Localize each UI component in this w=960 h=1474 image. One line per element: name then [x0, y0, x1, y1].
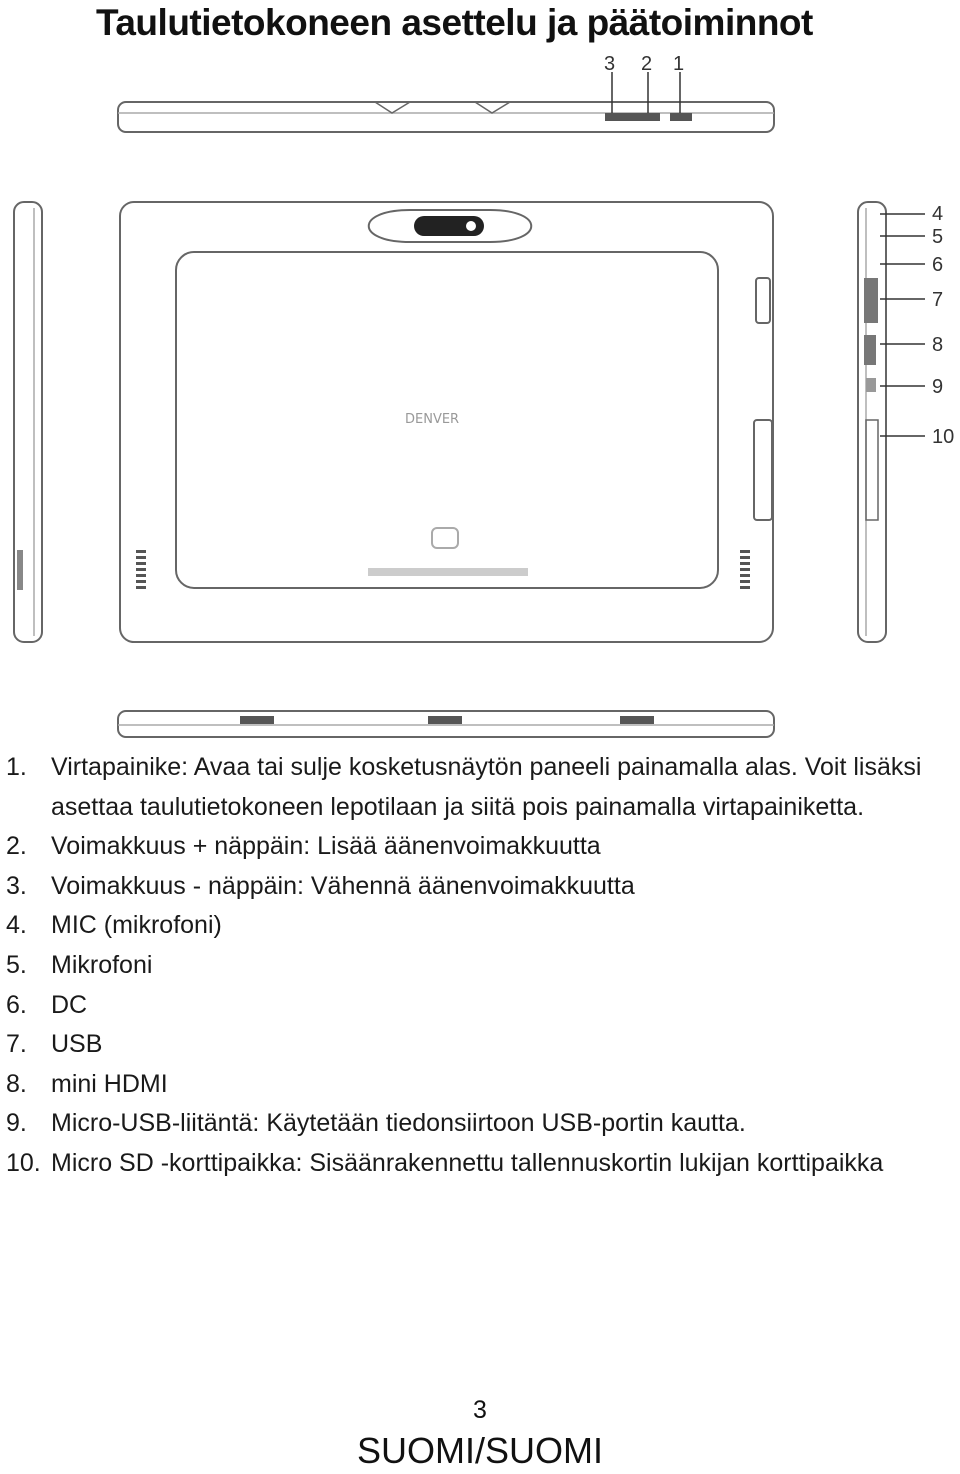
item-text: Voimakkuus - näppäin: Vähennä äänenvoimakkuutta [51, 871, 635, 900]
callout-3: 3 [604, 53, 616, 75]
list-item [0, 906, 960, 946]
list-item [0, 946, 960, 986]
tablet-left-side-view [14, 202, 42, 642]
callout-7: 7 [932, 289, 944, 311]
item-number: 5. [6, 950, 27, 979]
callout-1: 1 [673, 53, 685, 75]
callout-4: 4 [932, 203, 944, 225]
tablet-right-side-view [858, 202, 925, 642]
item-text: mini HDMI [51, 1069, 168, 1098]
list-item [0, 1144, 960, 1184]
callout-2: 2 [641, 53, 653, 75]
tablet-top-edge-view [118, 72, 774, 132]
item-number: 3. [6, 871, 27, 900]
item-number: 2. [6, 832, 27, 861]
item-text: Mikrofoni [51, 950, 153, 979]
item-number: 7. [6, 1030, 27, 1059]
svg-text:DENVER: DENVER [405, 412, 460, 427]
item-text: DC [51, 990, 88, 1019]
item-text: Virtapainike: Avaa tai sulje kosketusnäytön paneeli painamalla alas. Voit lisäksi asettaa taulutietokoneen lepotilaan ja siitä pois painamalla virtapainiketta. [51, 753, 922, 821]
list-item [0, 867, 960, 907]
list-item [0, 748, 960, 827]
item-text: Voimakkuus + näppäin: Lisää äänenvoimakkuutta [51, 832, 601, 861]
item-text: Micro SD -korttipaikka: Sisäänrakennettu tallennuskortin lukijan korttipaikka [51, 1148, 884, 1177]
tablet-layout-figure [0, 50, 960, 750]
callout-10: 10 [932, 426, 955, 448]
list-item [0, 1065, 960, 1105]
callout-8: 8 [932, 334, 944, 356]
page-footer: SUOMI/SUOMI [356, 1430, 603, 1471]
list-item [0, 1104, 960, 1144]
feature-list [0, 748, 960, 1184]
item-number: 1. [6, 753, 27, 781]
item-number: 8. [6, 1069, 27, 1098]
item-number: 10. [6, 1148, 41, 1177]
item-number: 4. [6, 911, 27, 940]
tablet-diagram [0, 50, 960, 750]
item-text: Micro-USB-liitäntä: Käytetään tiedonsiirtoon USB-portin kautta. [51, 1109, 746, 1138]
power-button-shape [670, 113, 692, 121]
page-title: Taulutietokoneen asettelu ja päätoiminnot [96, 2, 813, 43]
tablet-back-view [120, 202, 773, 642]
list-item [0, 1025, 960, 1065]
item-text: USB [51, 1030, 103, 1059]
list-item [0, 986, 960, 1026]
callout-9: 9 [932, 376, 944, 398]
item-text: MIC (mikrofoni) [51, 911, 222, 940]
list-item [0, 827, 960, 867]
page-number: 3 [473, 1396, 487, 1424]
tablet-bottom-edge-view [118, 711, 774, 737]
volume-button-shape [605, 113, 660, 121]
callout-5: 5 [932, 226, 944, 248]
item-number: 6. [6, 990, 27, 1019]
callout-6: 6 [932, 254, 944, 276]
item-number: 9. [6, 1109, 27, 1138]
